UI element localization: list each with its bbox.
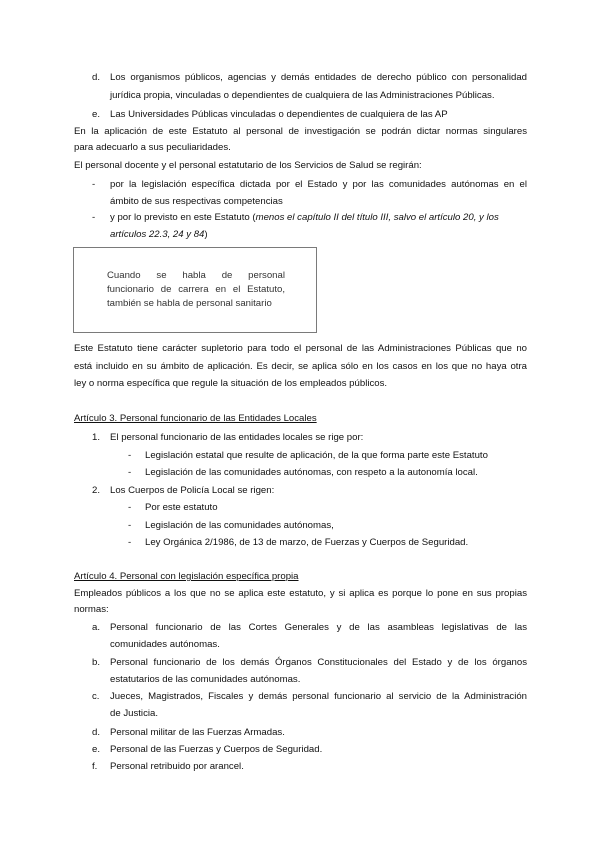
docente-marker-2: - xyxy=(92,212,96,223)
article3-sub-marker: - xyxy=(128,520,132,531)
article4-item-b-line2: estatutarios de las comunidades autónomas. xyxy=(110,674,301,685)
article4-item-f-line1: Personal retribuido por arancel. xyxy=(110,761,244,772)
article4-marker-b: b. xyxy=(92,657,101,668)
article4-intro-line2: normas: xyxy=(74,604,109,615)
docente-item1-line1: por la legislación específica dictada por el Estado y por las comunidades autónomas en el xyxy=(110,179,527,190)
article4-item-e-line1: Personal de las Fuerzas y Cuerpos de Seguridad. xyxy=(110,744,323,755)
article3-sub-marker: - xyxy=(128,450,132,461)
note-line-1: Cuando se habla de personal xyxy=(107,270,285,281)
paragraph-investigacion-line2: para adecuarlo a sus peculiaridades. xyxy=(74,142,231,153)
article3-heading: Artículo 3. Personal funcionario de las Entidades Locales xyxy=(74,413,317,424)
docente-item1-line2: ámbito de sus respectivas competencias xyxy=(110,196,283,207)
note-box xyxy=(73,247,317,333)
article4-heading: Artículo 4. Personal con legislación específica propia xyxy=(74,571,299,582)
article4-item-c-line2: de Justicia. xyxy=(110,708,158,719)
docente-item2-italic1: menos el capítulo II del título III, salvo el artículo 20, y los xyxy=(255,212,499,223)
article3-item2-text: Los Cuerpos de Policía Local se rigen: xyxy=(110,485,275,496)
article4-item-c-line1: Jueces, Magistrados, Fiscales y demás personal funcionario al servicio de la Administración xyxy=(110,691,527,702)
docente-item2-line2 xyxy=(110,229,208,241)
note-line-3: también se habla de personal sanitario xyxy=(107,298,272,309)
paragraph-supletorio-line2: está incluido en su ámbito de aplicación. Es decir, se aplica sólo en los casos en los que no haya otra xyxy=(74,361,527,372)
article3-item2-sub3: Ley Orgánica 2/1986, de 13 de marzo, de Fuerzas y Cuerpos de Seguridad. xyxy=(145,537,469,548)
article3-marker-1: 1. xyxy=(92,432,101,443)
note-line-2: funcionario de carrera en el Estatuto, xyxy=(107,284,285,295)
docente-item2-italic2: artículos 22.3, 24 y 84 xyxy=(110,229,205,240)
article3-item2-sub2: Legislación de las comunidades autónomas, xyxy=(145,520,334,531)
docente-marker-1: - xyxy=(92,179,96,190)
article3-item1-sub1: Legislación estatal que resulte de aplicación, de la que forma parte este Estatuto xyxy=(145,450,488,461)
list-item-d-line2: jurídica propia, vinculadas o dependientes de cualquiera de las Administraciones Públicas. xyxy=(110,90,495,101)
docente-item2-line1 xyxy=(110,212,499,224)
paragraph-docente: El personal docente y el personal estatutario de los Servicios de Salud se regirán: xyxy=(74,160,422,171)
article3-item2-sub1: Por este estatuto xyxy=(145,502,218,513)
paragraph-investigacion-line1: En la aplicación de este Estatuto al personal de investigación se podrán dictar normas singulares xyxy=(74,126,527,137)
list-item-d-line1: Los organismos públicos, agencias y demás entidades de derecho público con personalidad xyxy=(110,72,527,83)
article4-marker-a: a. xyxy=(92,622,101,633)
article4-marker-e: e. xyxy=(92,744,101,755)
paragraph-supletorio-line1: Este Estatuto tiene carácter supletorio para todo el personal de las Administraciones Públicas que no xyxy=(74,343,527,354)
list-item-e-line1: Las Universidades Públicas vinculadas o dependientes de cualquiera de las AP xyxy=(110,109,448,120)
article3-item1-text: El personal funcionario de las entidades locales se rige por: xyxy=(110,432,364,443)
article3-marker-2: 2. xyxy=(92,485,101,496)
article3-sub-marker: - xyxy=(128,537,132,548)
article4-item-b-line1: Personal funcionario de los demás Órganos Constitucionales del Estado y de los órganos xyxy=(110,657,527,668)
article4-marker-c: c. xyxy=(92,691,100,702)
article4-intro-line1: Empleados públicos a los que no se aplica este estatuto, y si aplica es porque lo pone en sus propias xyxy=(74,588,527,599)
article4-marker-d: d. xyxy=(92,727,101,738)
list-marker-d: d. xyxy=(92,72,101,83)
article3-item1-sub2: Legislación de las comunidades autónomas, con respeto a la autonomía local. xyxy=(145,467,478,478)
paragraph-supletorio-line3: ley o norma específica que regule la situación de los empleados públicos. xyxy=(74,378,388,389)
docente-item2-suffix: ) xyxy=(204,229,208,240)
article3-sub-marker: - xyxy=(128,467,132,478)
article4-item-a-line1: Personal funcionario de las Cortes Generales y de las asambleas legislativas de las xyxy=(110,622,527,633)
article4-item-d-line1: Personal militar de las Fuerzas Armadas. xyxy=(110,727,285,738)
article4-item-a-line2: comunidades autónomas. xyxy=(110,639,220,650)
article4-marker-f: f. xyxy=(92,761,98,772)
docente-item2-prefix: y por lo previsto en este Estatuto ( xyxy=(110,212,256,223)
article3-sub-marker: - xyxy=(128,502,132,513)
list-marker-e: e. xyxy=(92,109,101,120)
